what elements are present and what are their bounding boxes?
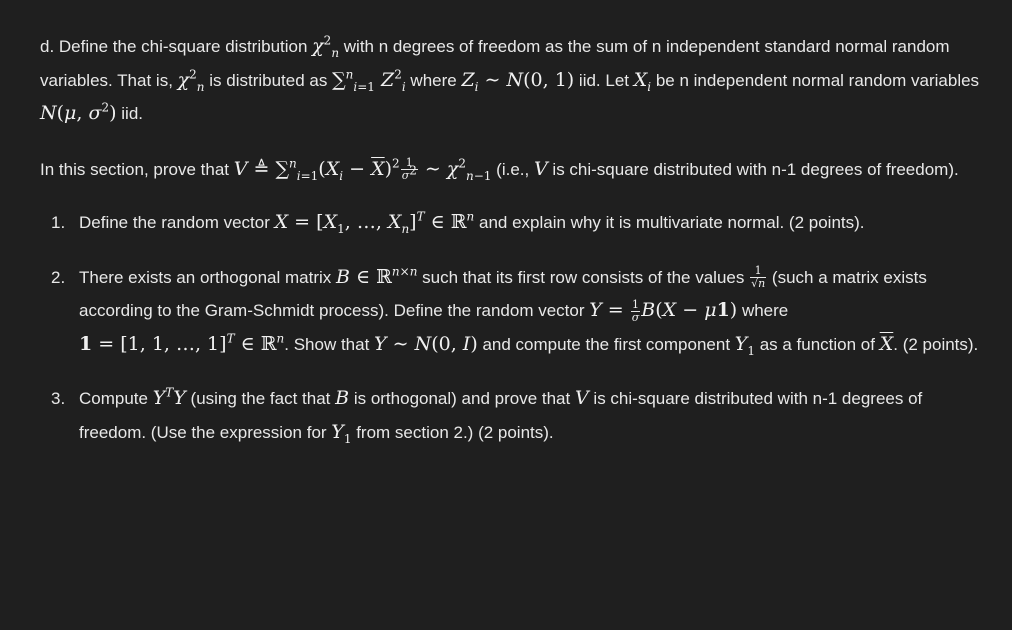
intro-text: with n degrees of freedom as the sum of n independent standard normal random variables. That is,	[40, 37, 950, 90]
intro-text: is distributed as	[204, 70, 333, 90]
section-text: (i.e.,	[491, 159, 534, 179]
intro-text: iid. Let	[574, 70, 634, 90]
item-text: is chi-square distributed with n-1 degrees of freedom. (Use the expression for	[79, 389, 923, 442]
section-text: In this section, prove that	[40, 159, 234, 179]
item-text: . Show that	[284, 334, 375, 354]
list-item	[40, 382, 985, 449]
item-text: and compute the first component	[477, 334, 735, 354]
math-normal-mu-sigma: N(μ, $\sigma^2$)	[40, 100, 117, 124]
math-x-bar: $\overline{X}$	[879, 332, 894, 355]
item-number: 1.	[51, 213, 66, 232]
math-z-normal: $Z_i$ ∼ N(0, 1)	[461, 68, 575, 94]
intro-text: d. Define the chi-square distribution	[40, 37, 313, 56]
math-y1: $Y_1$	[331, 420, 352, 446]
item-text: Define the random vector	[79, 213, 275, 232]
math-v-definition: V ≜ $\sum^n_{i=1}(X_i - \overline{X})^2$ $\frac{1}{\sigma^2}$ ∼ $\chi^2_{n-1}$	[233, 156, 492, 183]
item-number: 2.	[51, 267, 66, 287]
math-y-normal: Y ∼ N(0, I)	[374, 332, 478, 355]
item-text: There exists an orthogonal matrix	[79, 267, 337, 287]
math-v: V	[574, 387, 589, 409]
math-one-over-sqrt-n: $\frac{1}{√n}$	[751, 264, 766, 290]
math-sum-z-squared: ∑$^n_{i=1}$ $Z^2_i$	[332, 67, 406, 94]
item-text: such that its first row consists of the values	[417, 267, 750, 287]
math-b: B	[335, 387, 350, 409]
document-body	[40, 30, 985, 449]
math-vector-x: $X = [X_1$, …, $X_n]^T$ ∈ ℝ$^n$	[274, 209, 475, 236]
section-paragraph	[40, 153, 985, 187]
math-v: V	[533, 157, 548, 180]
item-text: from section 2.) (2 points).	[351, 422, 554, 442]
item-number: 3.	[51, 389, 66, 408]
item-text: (such a matrix exists according to the Gram-Schmidt process). Define the random vector	[79, 267, 927, 320]
math-y1: $Y_1$	[734, 332, 755, 358]
intro-text: be n independent normal random variables	[651, 70, 980, 90]
item-text: and explain why it is multivariate normal. (2 points).	[474, 213, 865, 232]
item-text: Compute	[79, 389, 153, 408]
list-item	[40, 206, 985, 240]
intro-text: iid.	[116, 104, 144, 123]
intro-text: where	[405, 70, 462, 90]
item-text: . (2 points).	[893, 334, 979, 354]
item-text: (using the fact that	[185, 389, 336, 408]
section-text: is chi-square distributed with n-1 degrees of freedom).	[547, 159, 959, 179]
intro-paragraph	[40, 30, 985, 131]
math-yt-y: $Y^TY$	[152, 385, 186, 409]
math-y-definition: Y = $\frac{1}{\sigma}$ B(X − μ1)	[589, 297, 738, 324]
math-chi-n: $\chi^2_n$	[177, 67, 205, 94]
math-ones-vector: 1 = [1, 1, …, 1]$^T$ ∈ ℝ$^n$	[79, 331, 285, 355]
item-text: is orthogonal) and prove that	[349, 389, 575, 408]
list-item	[40, 261, 985, 362]
item-text: where	[737, 301, 789, 320]
math-x-i: $X_i$	[633, 68, 652, 94]
question-list	[40, 206, 985, 449]
item-text: as a function of	[754, 334, 880, 354]
math-matrix-b: B ∈ ℝ$^{n\times n}$	[336, 264, 418, 288]
math-chi-n: $\chi^2_n$	[312, 33, 340, 60]
